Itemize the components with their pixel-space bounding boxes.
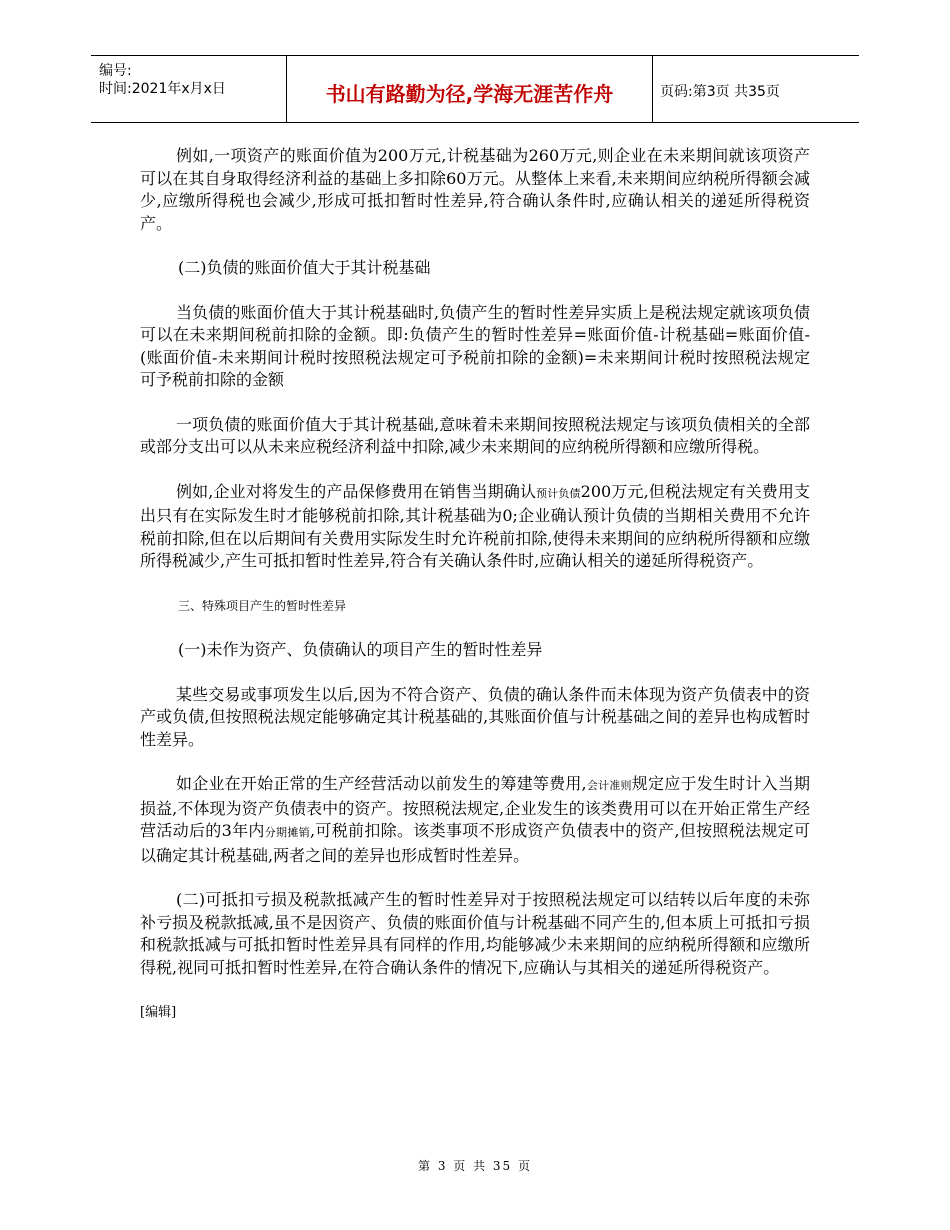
- header-meta-cell: [91, 56, 286, 122]
- paragraph-unrecognized-items: 某些交易或事项发生以后,因为不符合资产、负债的确认条件而未体现为资产负债表中的资产或负债,但按照税法规定能够确定其计税基础的,其账面价值与计税基础之间的差异也构成暂时性差异。: [140, 684, 810, 749]
- text-run: 规定应于发生时计入当期损益,不体现为资产负债表中的资产。按照税法规定,企业发生的该类费用可以在开始正常生产经营活动后的3年内: [140, 774, 811, 840]
- number-label: 编号:: [99, 63, 132, 79]
- paragraph-liability-meaning: 一项负债的账面价值大于其计税基础,意味着未来期间按照税法规定与该项负债相关的全部或部分支出可以从未来应税经济利益中扣除,减少未来期间的应纳税所得额和应缴所得税。: [140, 414, 810, 456]
- text-run: ,可税前扣除。该类事项不形成资产负债表中的资产,但按照税法规定可以确定其计税基础,两者之间的差异也形成暂时性差异。: [140, 821, 810, 865]
- paragraph-liability-definition: 当负债的账面价值大于其计税基础时,负债产生的暂时性差异实质上是税法规定就该项负债可以在未来期间税前扣除的金额。即:负债产生的暂时性差异=账面价值-计税基础=账面价值-(账面价值-未来期间计税时按照税法规定可予税前扣除的金额)=未来期间计税时按照税法规定可予税前扣除的金额: [140, 302, 810, 389]
- text-run: 200万元,但税法规定有关费用支出只有在实际发生时才能够税前扣除,其计税基础为0;企业确认预计负债的当期相关费用不允许税前扣除,但在以后期间有关费用实际发生时允许税前扣除,使得未来期间的应纳税所得额和应缴所得税减少,产生可抵扣暂时性差异,符合有关确认条件时,应确认相关的递延所得税资产。: [140, 481, 810, 570]
- text-run: 例如,企业对将发生的产品保修费用在销售当期确认: [176, 481, 537, 501]
- subsection-heading-unrecognized: (一)未作为资产、负债确认的项目产生的暂时性差异: [178, 640, 543, 659]
- motto: 书山有路勤为径,学海无涯苦作舟: [325, 82, 614, 106]
- page-header: [91, 55, 859, 123]
- paragraph-deductible-losses: (二)可抵扣亏损及税款抵减产生的暂时性差异对于按照税法规定可以结转以后年度的未弥补亏损及税款抵减,虽不是因资产、负债的账面价值与计税基础不同产生的,但本质上可抵扣亏损和税款抵减与可抵扣暂时性差异具有同样的作用,均能够减少未来期间的应纳税所得额和应缴所得税,视同可抵扣暂时性差异,在符合确认条件的情况下,应确认与其相关的递延所得税资产。: [140, 890, 810, 977]
- paragraph-liability-example: [140, 481, 810, 573]
- page-footer: 第 3 页 共 35 页: [418, 1159, 532, 1173]
- header-page-cell: [652, 56, 859, 122]
- paragraph-asset-example: 例如,一项资产的账面价值为200万元,计税基础为260万元,则企业在未来期间就该项资产可以在其自身取得经济利益的基础上多扣除60万元。从整体上来看,未来期间应纳税所得额会减少,应缴所得税也会减少,形成可抵扣暂时性差异,符合确认条件时,应确认相关的递延所得税资产。: [140, 146, 810, 233]
- document-body: [140, 145, 810, 1020]
- section-heading-liability: (二)负债的账面价值大于其计税基础: [178, 258, 431, 277]
- text-run: 如企业在开始正常的生产经营活动以前发生的筹建等费用,: [176, 774, 587, 793]
- time-label: 时间:2021年x月x日: [99, 81, 226, 97]
- header-motto-cell: [286, 56, 653, 122]
- term-link-amortization[interactable]: 分期摊销: [264, 826, 310, 839]
- term-link-accounting-standards[interactable]: 会计准则: [586, 779, 632, 792]
- paragraph-preparation-costs: [140, 773, 810, 867]
- page-info: 页码:第3页 共35页: [660, 84, 780, 100]
- section-heading-special-items: 三、特殊项目产生的暂时性差异: [178, 598, 347, 613]
- term-link-provision[interactable]: 预计负债: [536, 486, 581, 500]
- edit-link[interactable]: [编辑]: [140, 1005, 177, 1020]
